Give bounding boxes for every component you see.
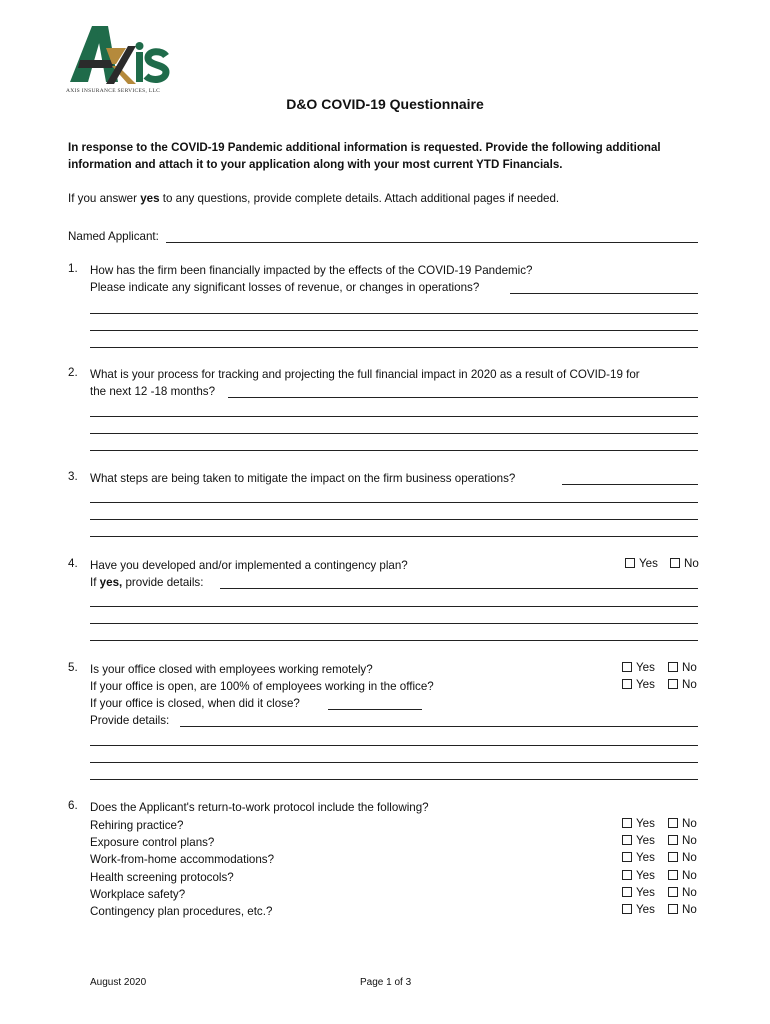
checkbox[interactable] — [622, 870, 632, 880]
question-number: 3. — [68, 470, 78, 483]
checkbox[interactable] — [668, 870, 678, 880]
q5b-yes-option[interactable]: Yes — [622, 678, 655, 691]
answer-line[interactable] — [90, 762, 698, 763]
footer-date: August 2020 — [90, 977, 147, 988]
q6-item3-no-option[interactable]: No — [668, 851, 697, 864]
question-3-text: What steps are being taken to mitigate the impact on the firm business operations? — [90, 472, 516, 485]
protocol-item-label: Exposure control plans? — [90, 836, 215, 849]
close-date-field[interactable] — [328, 709, 422, 710]
question-1-text: How has the firm been financially impacted by the effects of the COVID-19 Pandemic? — [90, 264, 533, 277]
q4-no-option[interactable]: No — [670, 557, 699, 570]
answer-line[interactable] — [90, 536, 698, 537]
protocol-item-label: Work-from-home accommodations? — [90, 853, 275, 866]
question-number: 5. — [68, 661, 78, 674]
answer-line[interactable] — [90, 416, 698, 417]
checkbox[interactable] — [668, 662, 678, 672]
checkbox[interactable] — [668, 835, 678, 845]
q6-item3-yes-option[interactable]: Yes — [622, 851, 655, 864]
axis-logo — [66, 20, 176, 98]
answer-line[interactable] — [510, 293, 698, 294]
footer-page-number: Page 1 of 3 — [360, 977, 412, 988]
q6-item5-yes-option[interactable]: Yes — [622, 886, 655, 899]
q6-item5-no-option[interactable]: No — [668, 886, 697, 899]
question-6-text: Does the Applicant's return-to-work protocol include the following? — [90, 801, 429, 814]
page-title: D&O COVID-19 Questionnaire — [286, 96, 484, 112]
answer-line[interactable] — [90, 433, 698, 434]
answer-line[interactable] — [90, 502, 698, 503]
answer-line[interactable] — [90, 606, 698, 607]
q5b-no-option[interactable]: No — [668, 678, 697, 691]
answer-line[interactable] — [90, 779, 698, 780]
checkbox[interactable] — [622, 835, 632, 845]
checkbox[interactable] — [668, 887, 678, 897]
answer-line[interactable] — [90, 640, 698, 641]
question-5-text-4: Provide details: — [90, 714, 170, 727]
named-applicant-label: Named Applicant: — [68, 230, 159, 243]
q6-item1-yes-option[interactable]: Yes — [622, 817, 655, 830]
question-5-text-3: If your office is closed, when did it close? — [90, 697, 300, 710]
question-2-text: What is your process for tracking and projecting the full financial impact in 2020 as a result of COVID-19 for — [90, 368, 640, 381]
answer-line[interactable] — [90, 313, 698, 314]
answer-line[interactable] — [90, 347, 698, 348]
q4-yes-option[interactable]: Yes — [625, 557, 658, 570]
named-applicant-field[interactable] — [166, 242, 698, 243]
answer-line[interactable] — [90, 450, 698, 451]
checkbox[interactable] — [622, 662, 632, 672]
answer-line[interactable] — [180, 726, 698, 727]
answer-line[interactable] — [90, 745, 698, 746]
q6-item2-yes-option[interactable]: Yes — [622, 834, 655, 847]
q5a-yes-option[interactable]: Yes — [622, 661, 655, 674]
answer-line[interactable] — [220, 588, 698, 589]
question-4-details-label: If yes, provide details: — [90, 576, 204, 589]
question-5-text: Is your office closed with employees working remotely? — [90, 663, 373, 676]
question-2-text-2: the next 12 -18 months? — [90, 385, 216, 398]
checkbox[interactable] — [625, 558, 635, 568]
question-1-text-2: Please indicate any significant losses of revenue, or changes in operations? — [90, 281, 480, 294]
protocol-item-label: Health screening protocols? — [90, 871, 234, 884]
question-number: 2. — [68, 366, 78, 379]
q6-item4-yes-option[interactable]: Yes — [622, 869, 655, 882]
answer-line[interactable] — [228, 397, 698, 398]
q6-item2-no-option[interactable]: No — [668, 834, 697, 847]
q5a-no-option[interactable]: No — [668, 661, 697, 674]
question-number: 6. — [68, 799, 78, 812]
answer-line[interactable] — [90, 623, 698, 624]
checkbox[interactable] — [668, 852, 678, 862]
checkbox[interactable] — [622, 904, 632, 914]
checkbox[interactable] — [668, 679, 678, 689]
protocol-item-label: Rehiring practice? — [90, 819, 184, 832]
question-number: 1. — [68, 262, 78, 275]
question-4-text: Have you developed and/or implemented a contingency plan? — [90, 559, 408, 572]
instruction-text: If you answer yes to any questions, provide complete details. Attach additional pages if needed. — [68, 192, 560, 205]
checkbox[interactable] — [622, 679, 632, 689]
q6-item4-no-option[interactable]: No — [668, 869, 697, 882]
intro-text: In response to the COVID-19 Pandemic additional information is requested. Provide the following additional information and attach it to your application along with your most current YTD Financials. — [68, 141, 661, 171]
checkbox[interactable] — [668, 904, 678, 914]
q6-item6-yes-option[interactable]: Yes — [622, 903, 655, 916]
q6-item1-no-option[interactable]: No — [668, 817, 697, 830]
checkbox[interactable] — [670, 558, 680, 568]
answer-line[interactable] — [90, 519, 698, 520]
checkbox[interactable] — [622, 852, 632, 862]
protocol-item-label: Contingency plan procedures, etc.? — [90, 905, 273, 918]
question-5-text-2: If your office is open, are 100% of employees working in the office? — [90, 680, 434, 693]
checkbox[interactable] — [668, 818, 678, 828]
question-number: 4. — [68, 557, 78, 570]
answer-line[interactable] — [562, 484, 698, 485]
logo-caption: AXIS INSURANCE SERVICES, LLC — [66, 88, 161, 94]
q6-item6-no-option[interactable]: No — [668, 903, 697, 916]
checkbox[interactable] — [622, 887, 632, 897]
protocol-item-label: Workplace safety? — [90, 888, 186, 901]
checkbox[interactable] — [622, 818, 632, 828]
answer-line[interactable] — [90, 330, 698, 331]
